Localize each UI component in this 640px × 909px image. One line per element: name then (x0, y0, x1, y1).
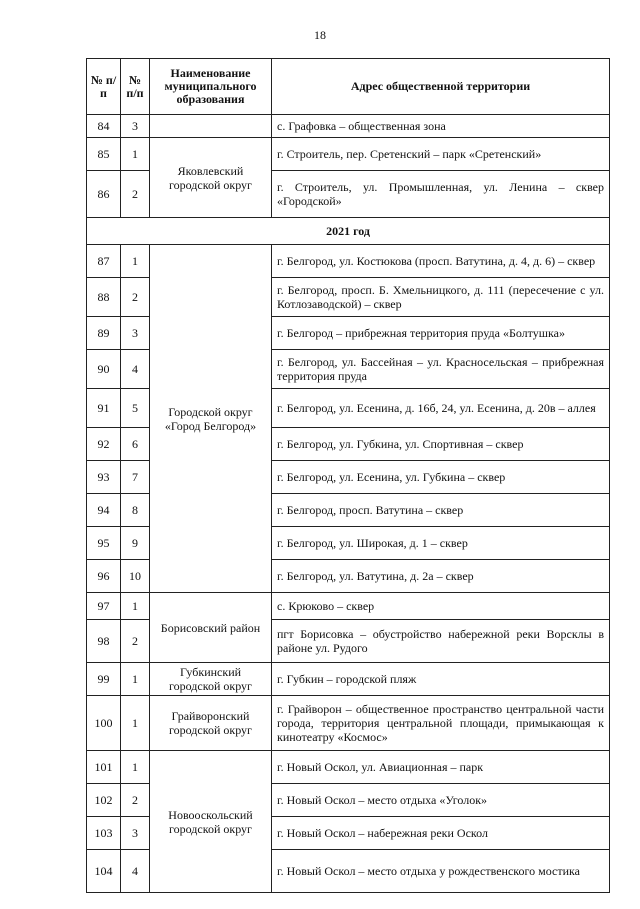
table-body-after-year (87, 245, 610, 893)
row-number: 95 (87, 527, 121, 560)
row-sub-number: 7 (121, 461, 150, 494)
address-cell: г. Белгород, ул. Широкая, д. 1 – сквер (272, 527, 610, 560)
municipality-cell: Грайворонский городской округ (150, 696, 272, 751)
row-sub-number: 3 (121, 115, 150, 138)
row-number: 87 (87, 245, 121, 278)
address-cell: г. Новый Оскол – набережная реки Оскол (272, 817, 610, 850)
municipality-cell: Губкинский городской округ (150, 663, 272, 696)
row-number: 90 (87, 350, 121, 389)
table-row (87, 663, 610, 696)
row-number: 94 (87, 494, 121, 527)
row-number: 96 (87, 560, 121, 593)
row-sub-number: 10 (121, 560, 150, 593)
address-cell: г. Новый Оскол, ул. Авиационная – парк (272, 751, 610, 784)
address-cell: г. Грайворон – общественное пространство центральной части города, территория центральной площади, примыкающая к кинотеатру «Космос» (272, 696, 610, 751)
row-number: 103 (87, 817, 121, 850)
address-cell: г. Новый Оскол – место отдыха у рождественского мостика (272, 850, 610, 893)
year-row (87, 218, 610, 245)
row-sub-number: 2 (121, 171, 150, 218)
row-number: 102 (87, 784, 121, 817)
header-address: Адрес общественной территории (272, 59, 610, 115)
row-sub-number: 1 (121, 696, 150, 751)
row-sub-number: 6 (121, 428, 150, 461)
address-cell: г. Белгород – прибрежная территория пруда «Болтушка» (272, 317, 610, 350)
table-body-before-year (87, 115, 610, 245)
row-number: 100 (87, 696, 121, 751)
row-sub-number: 1 (121, 593, 150, 620)
table-row (87, 751, 610, 784)
row-sub-number: 3 (121, 817, 150, 850)
address-cell: пгт Борисовка – обустройство набережной реки Ворсклы в районе ул. Рудого (272, 620, 610, 663)
row-number: 99 (87, 663, 121, 696)
row-sub-number: 9 (121, 527, 150, 560)
address-cell: г. Белгород, ул. Есенина, ул. Губкина – сквер (272, 461, 610, 494)
table-header-row (87, 59, 610, 115)
municipality-cell: Яковлевский городской округ (150, 138, 272, 218)
address-cell: г. Белгород, ул. Есенина, д. 16б, 24, ул. Есенина, д. 20в – аллея (272, 389, 610, 428)
row-number: 86 (87, 171, 121, 218)
table-row (87, 593, 610, 620)
table-row (87, 245, 610, 278)
row-number: 91 (87, 389, 121, 428)
header-no: № п/п (87, 59, 121, 115)
row-sub-number: 2 (121, 784, 150, 817)
row-number: 88 (87, 278, 121, 317)
address-cell: г. Белгород, ул. Бассейная – ул. Красносельская – прибрежная территория пруда (272, 350, 610, 389)
address-cell: г. Строитель, пер. Сретенский – парк «Сретенский» (272, 138, 610, 171)
row-sub-number: 1 (121, 663, 150, 696)
address-cell: г. Белгород, просп. Б. Хмельницкого, д. 111 (пересечение с ул. Котлозаводской) – сквер (272, 278, 610, 317)
row-number: 84 (87, 115, 121, 138)
row-sub-number: 2 (121, 278, 150, 317)
row-sub-number: 3 (121, 317, 150, 350)
row-number: 85 (87, 138, 121, 171)
row-sub-number: 4 (121, 350, 150, 389)
row-sub-number: 1 (121, 138, 150, 171)
address-cell: г. Новый Оскол – место отдыха «Уголок» (272, 784, 610, 817)
row-sub-number: 2 (121, 620, 150, 663)
address-cell: с. Крюково – сквер (272, 593, 610, 620)
header-sub-no: № п/п (121, 59, 150, 115)
row-number: 104 (87, 850, 121, 893)
row-sub-number: 5 (121, 389, 150, 428)
address-cell: г. Строитель, ул. Промышленная, ул. Ленина – сквер «Городской» (272, 171, 610, 218)
row-sub-number: 1 (121, 751, 150, 784)
territories-table (86, 58, 610, 893)
table-row (87, 115, 610, 138)
row-number: 93 (87, 461, 121, 494)
row-number: 92 (87, 428, 121, 461)
year-label: 2021 год (87, 218, 610, 245)
header-municipality: Наименование муниципального образования (150, 59, 272, 115)
municipality-cell: Новооскольский городской округ (150, 751, 272, 893)
municipality-cell: Городской округ «Город Белгород» (150, 245, 272, 593)
address-cell: г. Белгород, ул. Костюкова (просп. Ватутина, д. 4, д. 6) – сквер (272, 245, 610, 278)
page-number: 18 (314, 28, 326, 42)
address-cell: г. Белгород, ул. Губкина, ул. Спортивная – сквер (272, 428, 610, 461)
row-number: 89 (87, 317, 121, 350)
row-number: 98 (87, 620, 121, 663)
table-row (87, 696, 610, 751)
address-cell: г. Белгород, просп. Ватутина – сквер (272, 494, 610, 527)
address-cell: с. Графовка – общественная зона (272, 115, 610, 138)
row-sub-number: 1 (121, 245, 150, 278)
municipality-cell (150, 115, 272, 138)
row-number: 101 (87, 751, 121, 784)
address-cell: г. Белгород, ул. Ватутина, д. 2а – сквер (272, 560, 610, 593)
row-sub-number: 8 (121, 494, 150, 527)
municipality-cell: Борисовский район (150, 593, 272, 663)
row-number: 97 (87, 593, 121, 620)
table-row (87, 138, 610, 171)
row-sub-number: 4 (121, 850, 150, 893)
address-cell: г. Губкин – городской пляж (272, 663, 610, 696)
